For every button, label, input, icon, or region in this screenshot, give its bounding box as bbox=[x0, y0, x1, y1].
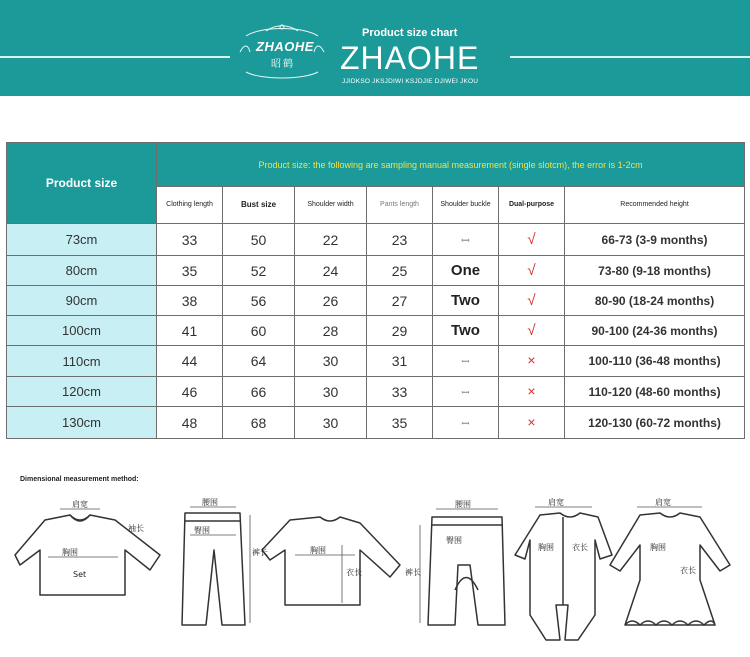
shoulder-width-cell: 28 bbox=[295, 316, 367, 346]
clothing-length-cell: 38 bbox=[157, 286, 223, 316]
cross-icon: × bbox=[527, 413, 536, 430]
check-icon: √ bbox=[527, 291, 536, 309]
diagram-label-set: Set bbox=[73, 570, 87, 579]
recommended-height-cell: 120-130 (60-72 months) bbox=[565, 407, 745, 439]
column-header-dual-purpose: Dual-purpose bbox=[499, 187, 565, 224]
table-row bbox=[7, 256, 745, 286]
table-row bbox=[7, 316, 745, 346]
header-product-size: Product size bbox=[7, 143, 157, 224]
banner-tagline: JJIDKSO JKSJDIWI KSJDJIE DJIWEI JKOU bbox=[342, 78, 479, 85]
buckle-icon: ꟷ bbox=[461, 236, 470, 247]
recommended-height-cell: 66-73 (3-9 months) bbox=[565, 224, 745, 256]
measurement-illustrations bbox=[0, 495, 750, 655]
romper-icon bbox=[515, 513, 612, 640]
header-banner bbox=[0, 0, 750, 96]
diagram-label-cloth-length-2: 衣长 bbox=[572, 543, 588, 552]
pants-length-cell: 31 bbox=[367, 346, 433, 377]
diagram-label-pants-length: 裤长 bbox=[252, 548, 268, 557]
bust-size-cell: 52 bbox=[223, 256, 295, 286]
clothing-length-cell: 46 bbox=[157, 377, 223, 407]
diagram-label-cloth-length: 衣长 bbox=[346, 568, 362, 577]
diagram-label-chest: 胸围 bbox=[62, 548, 78, 557]
baby-pants-icon bbox=[428, 517, 505, 625]
diagram-label-cloth-length-3: 衣长 bbox=[680, 566, 696, 575]
column-header-bust-size: Bust size bbox=[223, 187, 295, 224]
dual-purpose-cell bbox=[499, 256, 565, 286]
shoulder-buckle-cell: Two bbox=[433, 316, 499, 346]
diagram-label-waist: 腰围 bbox=[202, 498, 218, 507]
buckle-icon: ꟷ bbox=[461, 387, 470, 399]
bust-size-cell: 50 bbox=[223, 224, 295, 256]
recommended-height-cell: 73-80 (9-18 months) bbox=[565, 256, 745, 286]
measurement-method-label: Dimensional measurement method: bbox=[20, 476, 139, 483]
banner-divider-right bbox=[510, 56, 750, 58]
recommended-height-cell: 100-110 (36-48 months) bbox=[565, 346, 745, 377]
diagram-label-chest-4: 胸围 bbox=[650, 543, 666, 552]
recommended-height-cell: 90-100 (24-36 months) bbox=[565, 316, 745, 346]
dual-purpose-cell bbox=[499, 377, 565, 407]
size-cell: 120cm bbox=[7, 377, 157, 407]
diagram-label-hip: 臀围 bbox=[194, 526, 210, 535]
banner-divider-left bbox=[0, 56, 230, 58]
dual-purpose-cell bbox=[499, 224, 565, 256]
diagram-label-chest-2: 胸围 bbox=[310, 546, 326, 555]
pants-length-cell: 25 bbox=[367, 256, 433, 286]
garment-diagrams bbox=[0, 495, 750, 655]
size-cell: 110cm bbox=[7, 346, 157, 377]
table-row bbox=[7, 224, 745, 256]
buckle-icon: ꟷ bbox=[461, 357, 470, 368]
shoulder-buckle-cell: One bbox=[433, 256, 499, 286]
recommended-height-cell: 80-90 (18-24 months) bbox=[565, 286, 745, 316]
bust-size-cell: 64 bbox=[223, 346, 295, 377]
check-icon: √ bbox=[527, 321, 536, 339]
measurement-arrows-icon bbox=[48, 507, 702, 623]
clothing-length-cell: 35 bbox=[157, 256, 223, 286]
size-cell: 73cm bbox=[7, 224, 157, 256]
pants-length-cell: 33 bbox=[367, 377, 433, 407]
brand-logo bbox=[236, 22, 328, 80]
column-header-shoulder-width: Shoulder width bbox=[295, 187, 367, 224]
dual-purpose-cell bbox=[499, 316, 565, 346]
shoulder-width-cell: 24 bbox=[295, 256, 367, 286]
bust-size-cell: 68 bbox=[223, 407, 295, 439]
clothing-length-cell: 44 bbox=[157, 346, 223, 377]
banner-title: ZHAOHE bbox=[340, 40, 480, 76]
dual-purpose-cell bbox=[499, 346, 565, 377]
clothing-length-cell: 33 bbox=[157, 224, 223, 256]
size-cell: 130cm bbox=[7, 407, 157, 439]
shoulder-buckle-cell bbox=[433, 377, 499, 407]
pants-length-cell: 23 bbox=[367, 224, 433, 256]
size-cell: 100cm bbox=[7, 316, 157, 346]
cross-icon: × bbox=[527, 352, 536, 368]
column-header-pants-length: Pants length bbox=[367, 187, 433, 224]
column-header-recommended-height: Recommended height bbox=[565, 187, 745, 224]
check-icon: √ bbox=[527, 261, 536, 279]
size-cell: 80cm bbox=[7, 256, 157, 286]
table-row bbox=[7, 407, 745, 439]
recommended-height-cell: 110-120 (48-60 months) bbox=[565, 377, 745, 407]
shoulder-width-cell: 22 bbox=[295, 224, 367, 256]
logo-text: ZHAOHE bbox=[256, 39, 314, 54]
size-chart-table bbox=[6, 142, 745, 439]
clothing-length-cell: 41 bbox=[157, 316, 223, 346]
pants-length-cell: 29 bbox=[367, 316, 433, 346]
raglan-shirt-icon bbox=[262, 517, 400, 605]
logo-chinese-text: 昭鹤 bbox=[271, 59, 295, 70]
clothing-length-cell: 48 bbox=[157, 407, 223, 439]
shoulder-buckle-cell bbox=[433, 346, 499, 377]
table-row bbox=[7, 346, 745, 377]
diagram-label-waist-2: 腰围 bbox=[455, 500, 471, 509]
dual-purpose-cell bbox=[499, 286, 565, 316]
dress-icon bbox=[610, 513, 730, 625]
check-icon: √ bbox=[527, 230, 536, 248]
bust-size-cell: 66 bbox=[223, 377, 295, 407]
diagram-label-shoulder-2: 肩宽 bbox=[548, 498, 564, 507]
diagram-label-shoulder: 肩宽 bbox=[72, 500, 88, 509]
pants-length-cell: 35 bbox=[367, 407, 433, 439]
pants-icon bbox=[182, 513, 245, 625]
dual-purpose-cell bbox=[499, 407, 565, 439]
bust-size-cell: 56 bbox=[223, 286, 295, 316]
header-measurement-note: Product size: the following are sampling manual measurement (single slotcm), the error is 1-2cm bbox=[157, 143, 745, 187]
cross-icon: × bbox=[527, 382, 536, 399]
table-row bbox=[7, 377, 745, 407]
shoulder-width-cell: 30 bbox=[295, 377, 367, 407]
column-header-clothing-length: Clothing length bbox=[157, 187, 223, 224]
table-row bbox=[7, 286, 745, 316]
banner-subtitle: Product size chart bbox=[362, 27, 458, 39]
shoulder-width-cell: 30 bbox=[295, 346, 367, 377]
column-header-shoulder-buckle: Shoulder buckle bbox=[433, 187, 499, 224]
diagram-label-shoulder-3: 肩宽 bbox=[655, 498, 671, 507]
shoulder-buckle-cell bbox=[433, 224, 499, 256]
diagram-label-sleeve: 袖长 bbox=[128, 524, 144, 533]
pants-length-cell: 27 bbox=[367, 286, 433, 316]
shoulder-buckle-cell: Two bbox=[433, 286, 499, 316]
shoulder-buckle-cell bbox=[433, 407, 499, 439]
buckle-icon: ꟷ bbox=[461, 418, 470, 430]
diagram-label-chest-3: 胸围 bbox=[538, 543, 554, 552]
diagram-label-pants-length-2: 裤长 bbox=[405, 568, 421, 577]
shoulder-width-cell: 30 bbox=[295, 407, 367, 439]
size-cell: 90cm bbox=[7, 286, 157, 316]
shoulder-width-cell: 26 bbox=[295, 286, 367, 316]
bust-size-cell: 60 bbox=[223, 316, 295, 346]
diagram-label-hip-2: 臀围 bbox=[446, 536, 462, 545]
